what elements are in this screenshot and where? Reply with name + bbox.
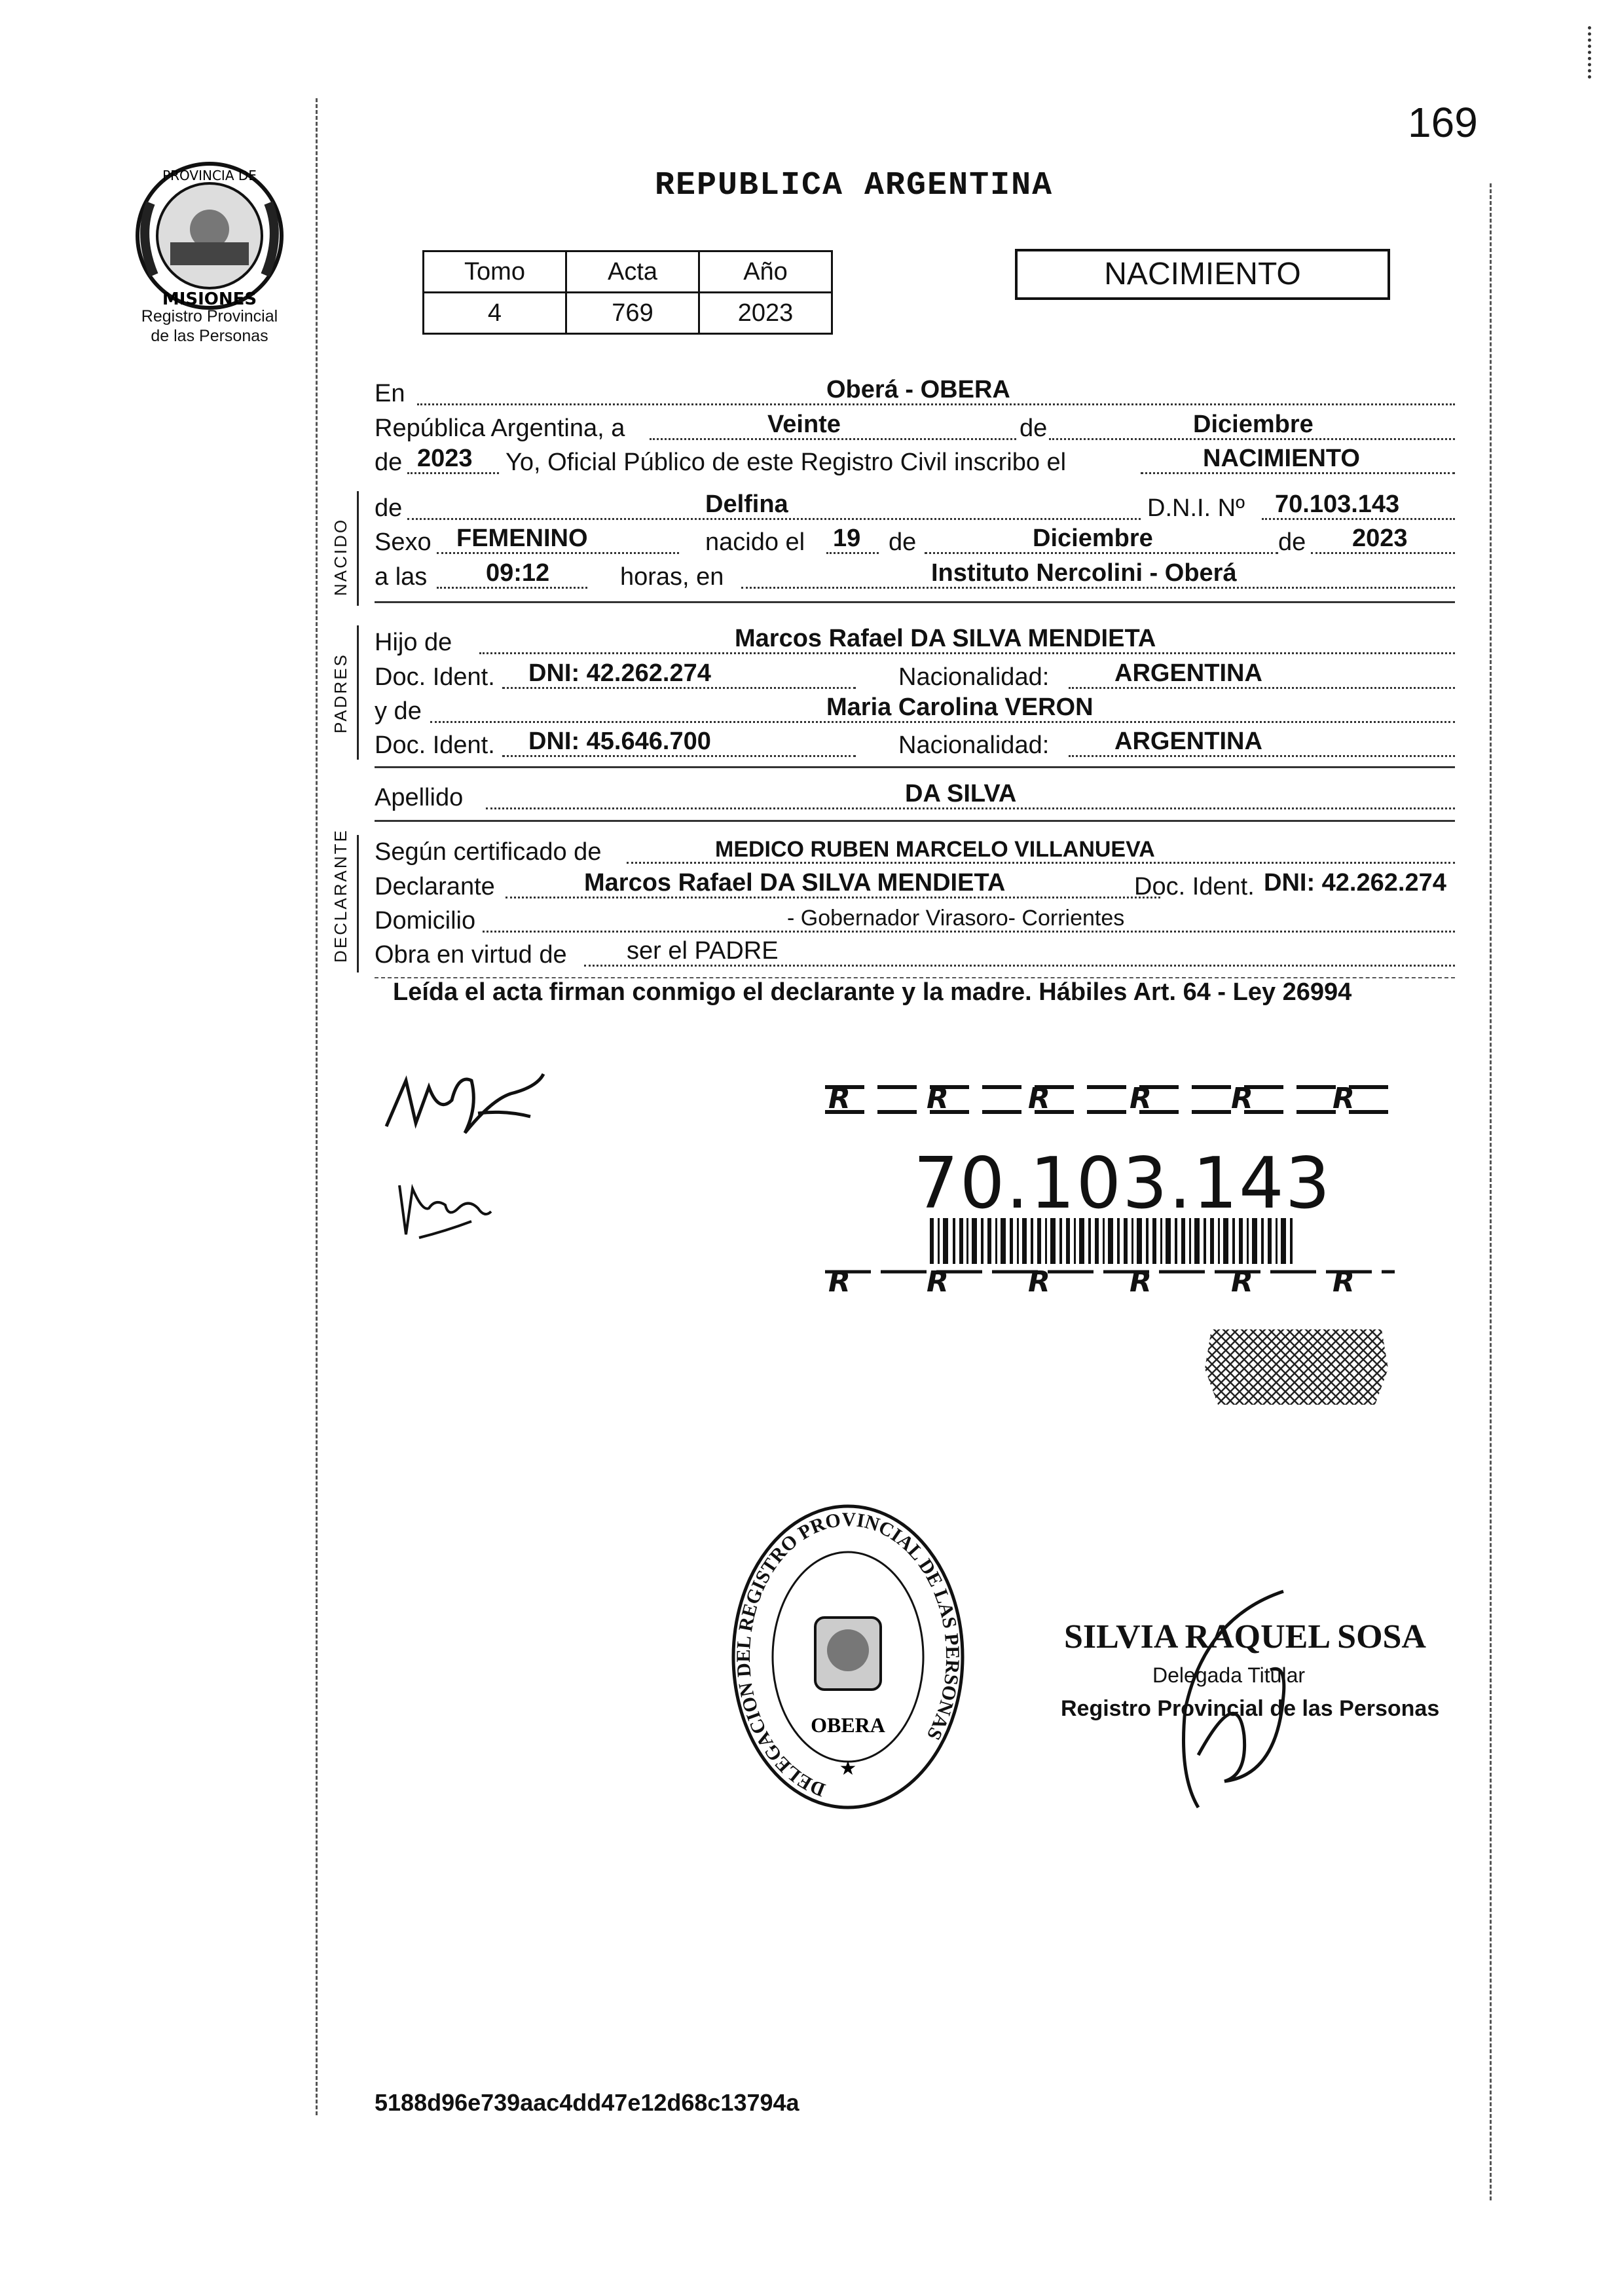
pattern-mark: R	[1028, 1082, 1050, 1115]
tomo-value: 4	[424, 293, 566, 334]
month-value: Diciembre	[1193, 411, 1314, 438]
mother-nat-label: Nacionalidad:	[898, 731, 1050, 759]
mother-nat-value: ARGENTINA	[1114, 728, 1262, 755]
acta-header: Acta	[566, 251, 699, 293]
pattern-mark: R	[1333, 1082, 1355, 1115]
address-row	[375, 904, 1455, 935]
event-value: NACIMIENTO	[1203, 445, 1360, 472]
born-month-label: de	[889, 528, 917, 556]
born-label: nacido el	[705, 528, 805, 556]
declarante-doc-label: Doc. Ident.	[1134, 873, 1255, 900]
pattern-mark: R	[828, 1082, 851, 1115]
year-label: de	[375, 449, 403, 476]
pattern-mark: R	[1028, 1265, 1050, 1297]
scan-marker	[1588, 26, 1595, 79]
dni-value: 70.103.143	[1275, 491, 1400, 518]
mother-doc-label: Doc. Ident.	[375, 731, 495, 759]
country-label: República Argentina, a	[375, 415, 625, 442]
dni-label: D.N.I. Nº	[1147, 494, 1245, 522]
hologram-patch	[1198, 1323, 1395, 1408]
time-value: 09:12	[486, 559, 550, 587]
father-row	[375, 625, 1455, 657]
document-title: REPUBLICA ARGENTINA	[655, 167, 1054, 204]
mother-label: y de	[375, 697, 422, 725]
registry-seal	[727, 1500, 969, 1814]
official-signature	[1139, 1578, 1349, 1817]
logo-bottom-text: MISIONES	[162, 289, 257, 309]
place-label: En	[375, 380, 405, 407]
anio-header: Año	[699, 251, 832, 293]
declarante-bracket	[357, 835, 359, 972]
time-row	[375, 560, 1455, 591]
nacido-bracket	[357, 491, 359, 606]
cert-value: MEDICO RUBEN MARCELO VILLANUEVA	[715, 837, 1155, 862]
time-label: a las	[375, 563, 428, 591]
place-row	[375, 377, 1455, 408]
hours-label: horas, en	[620, 563, 724, 591]
father-doc-value: DNI: 42.262.274	[528, 659, 711, 687]
official-org: Registro Provincial de las Personas	[1061, 1696, 1440, 1721]
legal-text: Leída el acta firman conmigo el declarante y la madre. Hábiles Art. 64 - Ley 26994	[393, 978, 1352, 1006]
address-value: - Gobernador Virasoro- Corrientes	[787, 906, 1125, 931]
record-table-values	[424, 293, 832, 334]
svg-text:★: ★	[839, 1758, 857, 1779]
provincial-seal-icon	[124, 151, 295, 321]
place-value: Oberá - OBERA	[826, 376, 1010, 403]
surname-label: Apellido	[375, 784, 464, 811]
anio-value: 2023	[699, 293, 832, 334]
birthplace-value: Instituto Nercolini - Oberá	[931, 559, 1237, 587]
right-fold-line	[1490, 183, 1492, 2200]
pattern-mark: R	[1231, 1082, 1253, 1115]
nacido-side-label: NACIDO	[331, 517, 350, 596]
padres-divider	[375, 766, 1455, 768]
mother-doc-value: DNI: 45.646.700	[528, 728, 711, 755]
father-doc-row	[375, 660, 1455, 692]
declarante-side-label: DECLARANTE	[331, 828, 350, 963]
capacity-label: Obra en virtud de	[375, 941, 567, 969]
sex-row	[375, 525, 1455, 557]
mother-row	[375, 694, 1455, 726]
logo-top-text: PROVINCIA DE	[162, 168, 257, 183]
year-value: 2023	[417, 445, 473, 472]
born-day: 19	[833, 525, 861, 552]
left-fold-line	[316, 98, 318, 2115]
name-label: de	[375, 494, 403, 522]
surname-value: DA SILVA	[905, 780, 1017, 807]
acta-value: 769	[566, 293, 699, 334]
official-name: SILVIA RAQUEL SOSA	[1064, 1618, 1426, 1656]
father-nat-value: ARGENTINA	[1114, 659, 1262, 687]
tomo-header: Tomo	[424, 251, 566, 293]
padres-side-label: PADRES	[331, 653, 350, 733]
seal-city: OBERA	[811, 1713, 885, 1737]
document-hash: 5188d96e739aac4dd47e12d68c13794a	[375, 2089, 800, 2116]
official-role: Delegada Titular	[1152, 1663, 1306, 1687]
declarante-value: Marcos Rafael DA SILVA MENDIETA	[584, 869, 1006, 897]
record-type: NACIMIENTO	[1015, 249, 1390, 300]
nacido-divider	[375, 601, 1455, 603]
declarant-signature	[380, 1061, 550, 1149]
logo-caption	[105, 306, 314, 346]
record-table-header	[424, 251, 832, 293]
pattern-mark: R	[1130, 1082, 1152, 1115]
born-year-label: de	[1278, 528, 1306, 556]
security-label-number: 70.103.143	[913, 1143, 1332, 1225]
born-month: Diciembre	[1033, 525, 1153, 552]
mother-signature	[393, 1172, 498, 1248]
name-value: Delfina	[705, 491, 788, 518]
month-label: de	[1020, 415, 1048, 442]
record-table	[422, 250, 833, 335]
name-row	[375, 491, 1455, 523]
declarante-row	[375, 870, 1455, 901]
padres-bracket	[357, 625, 359, 760]
cert-label: Según certificado de	[375, 838, 602, 866]
pattern-mark: R	[1333, 1265, 1355, 1297]
pattern-mark: R	[1231, 1265, 1253, 1297]
page-number: 169	[1408, 99, 1478, 146]
pattern-mark: R	[828, 1265, 851, 1297]
pattern-mark: R	[927, 1265, 949, 1297]
logo-caption-line1: Registro Provincial	[141, 307, 278, 325]
father-label: Hijo de	[375, 629, 452, 656]
capacity-row	[375, 938, 1455, 969]
sex-label: Sexo	[375, 528, 432, 556]
declarante-label: Declarante	[375, 873, 495, 900]
father-doc-label: Doc. Ident.	[375, 663, 495, 691]
address-label: Domicilio	[375, 907, 476, 935]
statement-row	[375, 445, 1455, 477]
seal-ring-text: DELEGACION DEL REGISTRO PROVINCIAL DE LAS PERSONAS	[732, 1508, 964, 1801]
capacity-value: ser el PADRE	[627, 937, 779, 965]
date-row	[375, 411, 1455, 443]
surname-divider	[375, 820, 1455, 822]
father-nat-label: Nacionalidad:	[898, 663, 1050, 691]
statement-text: Yo, Oficial Público de este Registro Civil inscribo el	[506, 449, 1067, 476]
day-value: Veinte	[767, 411, 841, 438]
pattern-mark: R	[927, 1082, 949, 1115]
logo-caption-line2: de las Personas	[151, 327, 268, 345]
mother-doc-row	[375, 728, 1455, 760]
surname-row	[375, 781, 1455, 812]
born-year: 2023	[1352, 525, 1408, 552]
sex-value: FEMENINO	[456, 525, 588, 552]
mother-value: Maria Carolina VERON	[826, 694, 1094, 721]
father-value: Marcos Rafael DA SILVA MENDIETA	[735, 625, 1156, 652]
cert-row	[375, 835, 1455, 866]
pattern-mark: R	[1130, 1265, 1152, 1297]
declarante-doc-value: DNI: 42.262.274	[1264, 869, 1446, 897]
